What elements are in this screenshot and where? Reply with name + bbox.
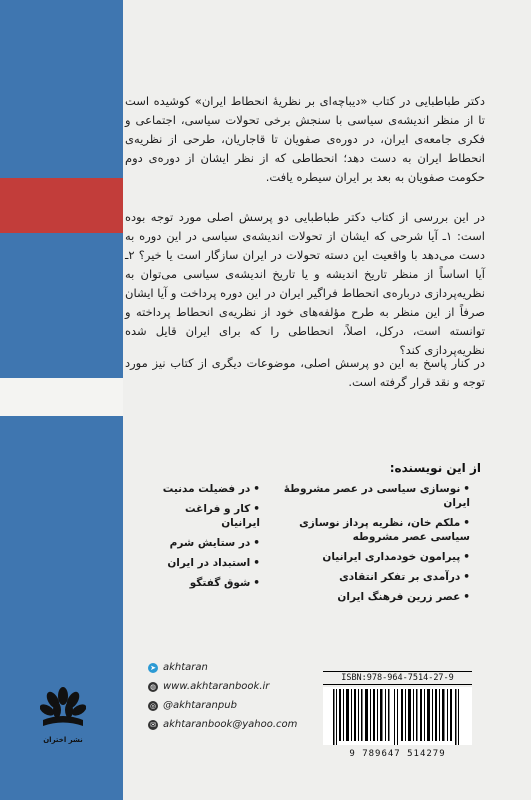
publisher-name: نشر اختران	[43, 736, 83, 744]
book-title: • ملکم خان، نظریه پرداز نوسازی سیاسی عصر مشروطه	[265, 516, 470, 544]
instagram-icon: ◎	[149, 701, 157, 710]
barcode-digits: 9 789647 514279	[349, 749, 446, 759]
book-title: • درآمدی بر تفکر انتقادی	[265, 570, 470, 584]
books-column-left	[145, 482, 260, 596]
paragraph-text: در این بررسی از کتاب دکتر طباطبایی دو پرسش اصلی مورد توجه بوده است: ۱ـ آیا شرحی که ایشان از تحولات اندیشه‌ی سیاسی در این دوره به دست می‌دهد با واقعیت این دسته تحولات در ایران سازگار است یا خیر؟ ۲ـ آیا اساساً از منظر تاریخ اندیشه و یا تاریخ اندیشه‌ی سیاسی می‌توان به نظریه‌پردازی درباره‌ی انحطاط فراگیر ایران در این دوره پرداخت و آیا ایشان صرفاً از این منظر به طرح مؤلفه‌های خود از نظریه‌ی انحطاط پرداخته و توانسته است، درکل، اصلاً، انحطاطی را که برای ایران قایل شده نظریه‌پردازی کند؟	[125, 210, 485, 357]
book-title: • نوسازی سیاسی در عصر مشروطهٔ ایران	[265, 482, 470, 510]
telegram-icon: ➤	[148, 663, 158, 673]
description-paragraph-3	[125, 354, 485, 392]
paragraph-text: دکتر طباطبایی در کتاب «دیباچه‌ای بر نظریهٔ انحطاط ایران» کوشیده است تا از منظر اندیشه‌ی سیاسی با سنجش برخی تحولات سیاسی، اجتماعی و فکری جامعه‌ی ایران، در دوره‌ی صفویان تا قاجاریان، طرحی از نظریه‌ی انحطاط ایران به دست دهد؛ انحطاطی که از نظر ایشان از دوره‌ی دوم حکومت صفویان به بعد بر ایران سیطره یافت.	[125, 94, 485, 184]
isbn-barcode	[323, 671, 472, 759]
book-title: • در فضیلت مدنیت	[145, 482, 260, 496]
book-title: • در ستایش شرم	[145, 536, 260, 550]
website-contact[interactable]	[148, 677, 318, 696]
other-books-heading: از این نویسنده:	[389, 461, 481, 475]
book-title: • استبداد در ایران	[145, 556, 260, 570]
book-title: • عصر زرین فرهنگ ایران	[265, 590, 470, 604]
isbn-text: ISBN:978-964-7514-27-9	[323, 671, 472, 685]
red-accent-block	[0, 178, 123, 233]
email-icon: ✉	[148, 720, 158, 730]
email-contact[interactable]	[148, 715, 318, 734]
telegram-contact[interactable]	[148, 658, 318, 677]
description-paragraph-2	[125, 208, 485, 360]
publisher-logo	[38, 682, 88, 752]
website-url: www.akhtaranbook.ir	[163, 681, 270, 692]
email-address: akhtaranbook@yahoo.com	[163, 719, 298, 730]
telegram-handle: akhtaran	[163, 662, 208, 673]
book-title: • پیرامون خودمداری ایرانیان	[265, 550, 470, 564]
paragraph-text: در کنار پاسخ به این دو پرسش اصلی، موضوعات دیگری از کتاب نیز مورد توجه و نقد قرار گرفته است.	[125, 356, 485, 389]
description-paragraph-1	[125, 92, 485, 187]
instagram-contact[interactable]	[148, 696, 318, 715]
globe-icon: ◍	[149, 682, 157, 691]
barcode-bars	[323, 687, 472, 745]
publisher-contacts	[148, 658, 318, 734]
publisher-flower-icon	[40, 682, 86, 732]
instagram-handle: @akhtaranpub	[163, 700, 237, 711]
white-accent-block	[0, 378, 123, 416]
book-title: • کار و فراغت ایرانیان	[145, 502, 260, 530]
book-title: • شوق گفتگو	[145, 576, 260, 590]
other-books-list	[145, 482, 470, 632]
books-column-right	[265, 482, 470, 610]
